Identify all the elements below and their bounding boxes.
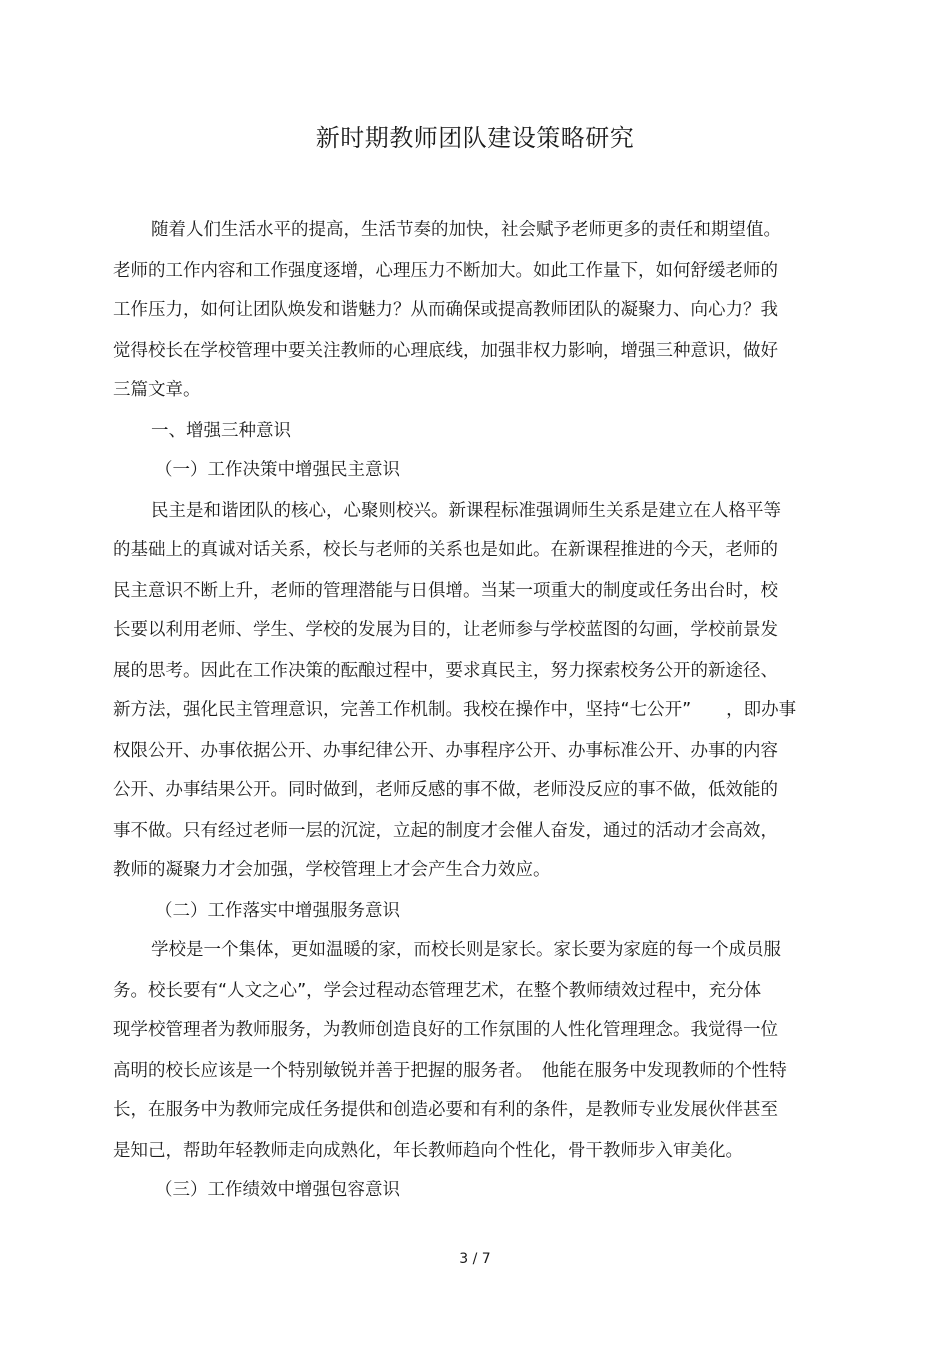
paragraph-line: 新方法，强化民主管理意识，完善工作机制。我校在操作中，坚持“七公开” ，即办事 [113, 700, 797, 720]
paragraph-line: 工作压力，如何让团队焕发和谐魅力？从而确保或提高教师团队的凝聚力、向心力？我 [113, 300, 778, 320]
paragraph-line: 长要以利用老师、学生、学校的发展为目的，让老师参与学校蓝图的勾画，学校前景发 [113, 620, 778, 640]
paragraph-line: 教师的凝聚力才会加强，学校管理上才会产生合力效应。 [113, 860, 551, 880]
section-heading: 一、增强三种意识 [151, 421, 291, 441]
paragraph-line: 民主是和谐团队的核心，心聚则校兴。新课程标准强调师生关系是建立在人格平等 [151, 501, 781, 521]
paragraph-line: 觉得校长在学校管理中要关注教师的心理底线，加强非权力影响，增强三种意识，做好 [113, 341, 778, 361]
paragraph-line: 务。校长要有“人文之心”，学会过程动态管理艺术，在整个教师绩效过程中，充分体 [113, 981, 762, 1001]
paragraph-line: 展的思考。因此在工作决策的酝酿过程中，要求真民主，努力探索校务公开的新途径、 [113, 661, 778, 681]
document-title: 新时期教师团队建设策略研究 [315, 124, 635, 152]
subsection-heading: （一）工作决策中增强民主意识 [155, 460, 400, 480]
paragraph-line: 三篇文章。 [113, 380, 201, 400]
paragraph-line: 权限公开、办事依据公开、办事纪律公开、办事程序公开、办事标准公开、办事的内容 [113, 741, 778, 761]
paragraph-line: 老师的工作内容和工作强度逐增，心理压力不断加大。如此工作量下，如何舒缓老师的 [113, 261, 778, 281]
paragraph-line: 公开、办事结果公开。同时做到，老师反感的事不做，老师没反应的事不做，低效能的 [113, 780, 778, 800]
paragraph-line: 是知己，帮助年轻教师走向成熟化，年长教师趋向个性化，骨干教师步入审美化。 [113, 1141, 743, 1161]
paragraph-line: 随着人们生活水平的提高，生活节奏的加快，社会赋予老师更多的责任和期望值。 [151, 220, 781, 240]
subsection-heading: （二）工作落实中增强服务意识 [155, 901, 400, 921]
page-number: 3 / 7 [459, 1251, 491, 1267]
paragraph-line: 学校是一个集体，更如温暖的家，而校长则是家长。家长要为家庭的每一个成员服 [151, 940, 781, 960]
paragraph-line: 现学校管理者为教师服务，为教师创造良好的工作氛围的人性化管理理念。我觉得一位 [113, 1020, 778, 1040]
paragraph-line: 的基础上的真诚对话关系，校长与老师的关系也是如此。在新课程推进的今天，老师的 [113, 540, 778, 560]
paragraph-line: 长，在服务中为教师完成任务提供和创造必要和有利的条件，是教师专业发展伙伴甚至 [113, 1100, 778, 1120]
paragraph-line: 事不做。只有经过老师一层的沉淀，立起的制度才会催人奋发，通过的活动才会高效， [113, 821, 778, 841]
paragraph-line: 高明的校长应该是一个特别敏锐并善于把握的服务者。 他能在服务中发现教师的个性特 [113, 1061, 787, 1081]
paragraph-line: 民主意识不断上升，老师的管理潜能与日俱增。当某一项重大的制度或任务出台时，校 [113, 581, 778, 601]
subsection-heading: （三）工作绩效中增强包容意识 [155, 1180, 400, 1200]
